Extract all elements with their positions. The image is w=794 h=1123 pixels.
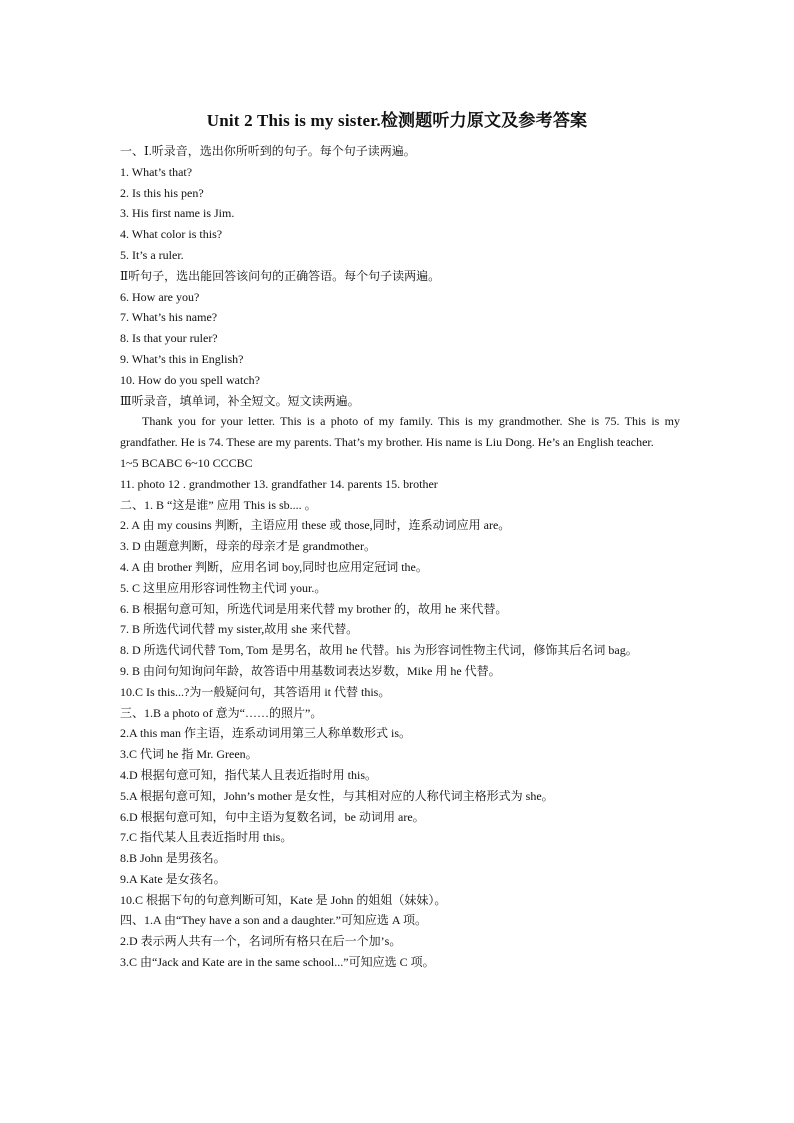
section-3-answer: 三、1.B a photo of 意为“……的照片”。 bbox=[120, 705, 323, 720]
section-2-answer: 二、1. B “这是谁” 应用 This is sb.... 。 bbox=[120, 497, 317, 512]
section-4-answer: 四、1.A 由“They have a son and a daughter.”可知应选 A 项。 bbox=[120, 913, 427, 928]
listening-question: 6. How are you? bbox=[120, 289, 200, 304]
answer-explanation: 8.B John 是男孩名。 bbox=[120, 851, 226, 866]
listening-sentence: 3. His first name is Jim. bbox=[120, 206, 235, 221]
listening-sentence: 1. What’s that? bbox=[120, 164, 193, 179]
part-2-heading: Ⅱ听句子，选出能回答该问句的正确答语。每个句子读两遍。 bbox=[120, 268, 441, 283]
answer-explanation: 9. B 由问句知询问年龄，故答语中用基数词表达岁数，Mike 用 he 代替。 bbox=[120, 663, 501, 678]
part-3-heading: Ⅲ听录音，填单词，补全短文。短文读两遍。 bbox=[120, 393, 360, 408]
answer-explanation: 4. A 由 brother 判断，应用名词 boy,同时也应用定冠词 the。 bbox=[120, 559, 428, 574]
listening-passage: Thank you for your letter. This is a photo of my family. This is my grandmother. She is 75. This is my grandfather. He is 74. These are my parents. That’s my brother. His name is Liu Dong. He’s an English teacher. bbox=[120, 414, 680, 450]
answer-explanation: 8. D 所选代词代替 Tom, Tom 是男名，故用 he 代替。his 为形容词性物主代词，修饰其后名词 bag。 bbox=[120, 643, 638, 658]
answer-explanation: 6. B 根据句意可知，所选代词是用来代替 my brother 的，故用 he 来代替。 bbox=[120, 601, 508, 616]
answer-explanation: 10.C Is this...?为一般疑问句，其答语用 it 代替 this。 bbox=[120, 684, 391, 699]
answer-explanation: 10.C 根据下句的句意判断可知，Kate 是 John 的姐姐（妹妹）。 bbox=[120, 892, 447, 907]
answer-explanation: 3.C 由“Jack and Kate are in the same school...”可知应选 C 项。 bbox=[120, 955, 435, 970]
answer-key-line: 1~5 BCABC 6~10 CCCBC bbox=[120, 455, 253, 470]
answer-explanation: 3.C 代词 he 指 Mr. Green。 bbox=[120, 747, 258, 762]
listening-question: 7. What’s his name? bbox=[120, 310, 218, 325]
listening-sentence: 5. It’s a ruler. bbox=[120, 247, 184, 262]
listening-question: 10. How do you spell watch? bbox=[120, 372, 260, 387]
answer-explanation: 6.D 根据句意可知，句中主语为复数名词，be 动词用 are。 bbox=[120, 809, 425, 824]
answer-explanation: 9.A Kate 是女孩名。 bbox=[120, 871, 226, 886]
document-body bbox=[120, 141, 680, 973]
answer-explanation: 2.D 表示两人共有一个，名词所有格只在后一个加’s。 bbox=[120, 934, 402, 949]
answer-explanation: 2. A 由 my cousins 判断，主语应用 these 或 those,同时，连系动词应用 are。 bbox=[120, 518, 511, 533]
answer-key-line: 11. photo 12 . grandmother 13. grandfather 14. parents 15. brother bbox=[120, 476, 438, 491]
answer-explanation: 4.D 根据句意可知，指代某人且表近指时用 this。 bbox=[120, 767, 378, 782]
answer-explanation: 7.C 指代某人且表近指时用 this。 bbox=[120, 830, 293, 845]
listening-question: 8. Is that your ruler? bbox=[120, 331, 218, 346]
section-1-heading: 一、Ⅰ.听录音，选出你所听到的句子。每个句子读两遍。 bbox=[120, 144, 416, 158]
answer-explanation: 7. B 所选代词代替 my sister,故用 she 来代替。 bbox=[120, 622, 359, 637]
answer-explanation: 2.A this man 作主语，连系动词用第三人称单数形式 is。 bbox=[120, 726, 412, 741]
listening-sentence: 2. Is this his pen? bbox=[120, 185, 204, 200]
listening-sentence: 4. What color is this? bbox=[120, 227, 223, 242]
answer-explanation: 5. C 这里应用形容词性物主代词 your.。 bbox=[120, 580, 327, 595]
answer-explanation: 5.A 根据句意可知，John’s mother 是女性，与其相对应的人称代词主格形式为 she。 bbox=[120, 788, 554, 803]
listening-question: 9. What’s this in English? bbox=[120, 351, 244, 366]
answer-explanation: 3. D 由题意判断，母亲的母亲才是 grandmother。 bbox=[120, 539, 376, 554]
document-title: Unit 2 This is my sister.检测题听力原文及参考答案 bbox=[206, 111, 588, 130]
